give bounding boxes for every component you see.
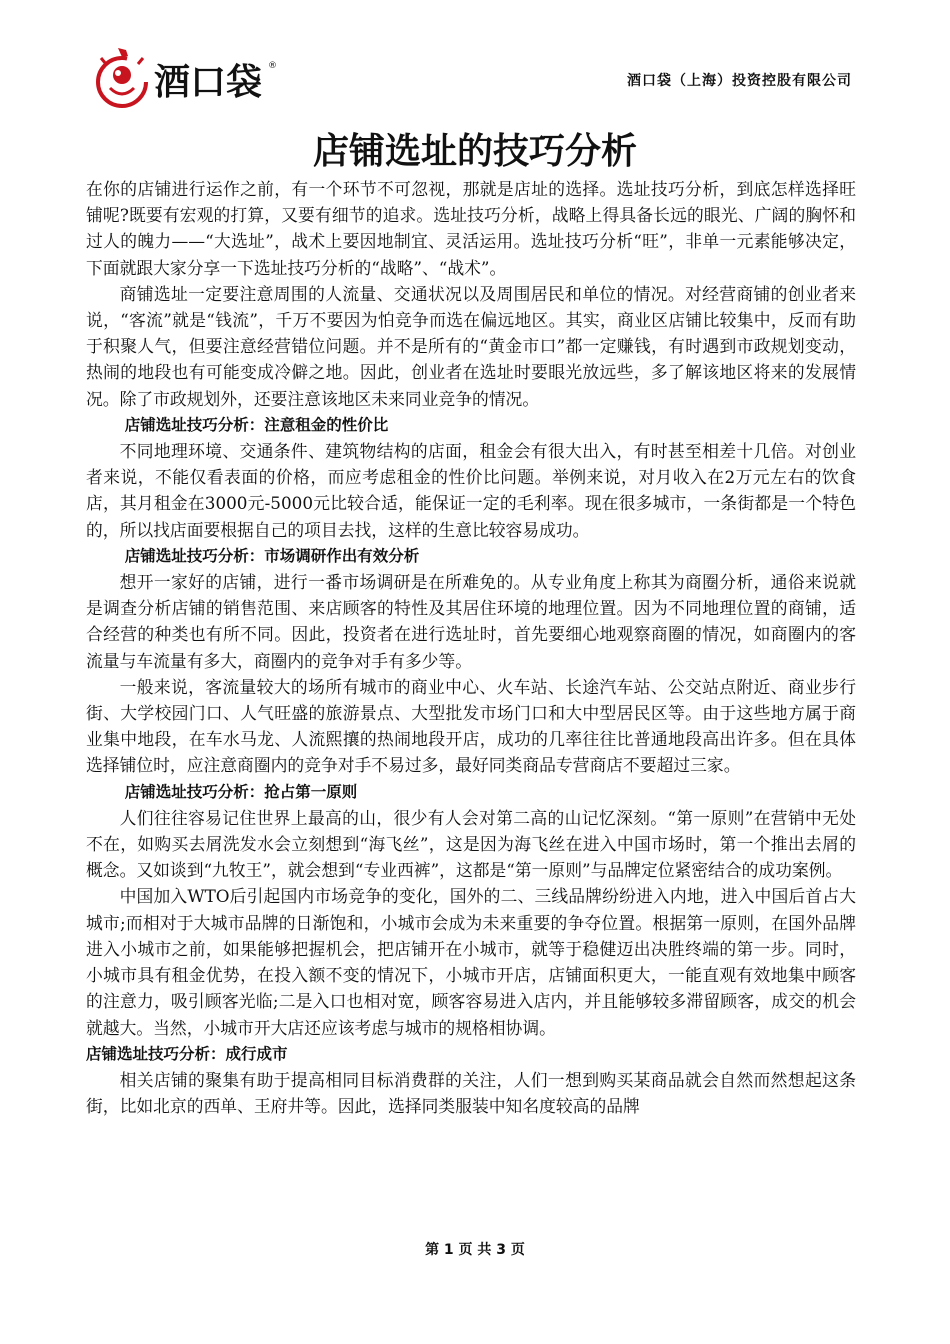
section-heading: 店铺选址技巧分析：注意租金的性价比 <box>124 415 389 434</box>
logo-text: 酒口袋 <box>154 61 263 103</box>
body-paragraph: 不同地理环境、交通条件、建筑物结构的店面，租金会有很大出入，有时甚至相差十几倍。对创业者来说，不能仅看表面的价格，而应考虑租金的性价比问题。举例来说，对月收入在2万元左右的饮食店，其月租金在3000元-5000元比较合适，能保证一定的毛利率。现在很多城市，一条街都是一个特色的，所以找店面要根据自己的项目去找，这样的生意比较容易成功。 <box>86 441 856 540</box>
body-paragraph: 想开一家好的店铺，进行一番市场调研是在所难免的。从专业角度上称其为商圈分析，通俗来说就是调查分析店铺的销售范围、来店顾客的特性及其居住环境的地理位置。因为不同地理位置的商铺，适合经营的种类也有所不同。因此，投资者在进行选址时，首先要细心地观察商圈的情况，如商圈内的客流量与车流量有多大，商圈内的竞争对手有多少等。 <box>86 572 856 671</box>
body-paragraph: 中国加入WTO后引起国内市场竞争的变化，国外的二、三线品牌纷纷进入内地，进入中国后首占大城市;而相对于大城市品牌的日渐饱和，小城市会成为未来重要的争夺位置。根据第一原则，在国外品牌进入小城市之前，如果能够把握机会，把店铺开在小城市，就等于稳健迈出决胜终端的第一步。同时，小城市具有租金优势，在投入额不变的情况下，小城市开店，店铺面积更大，一能直观有效地集中顾客的注意力，吸引顾客光临;二是入口也相对宽，顾客容易进入店内，并且能够较多滞留顾客，成交的机会就越大。当然，小城市开大店还应该考虑与城市的规格相协调。 <box>86 886 856 1038</box>
registered-mark: ® <box>268 61 277 71</box>
page-title: 店铺选址的技巧分析 <box>312 131 637 172</box>
section-heading: 店铺选址技巧分析：市场调研作出有效分析 <box>124 546 420 565</box>
article-body <box>86 176 856 1119</box>
body-paragraph: 在你的店铺进行运作之前，有一个环节不可忽视，那就是店址的选择。选址技巧分析，到底怎样选择旺铺呢?既要有宏观的打算，又要有细节的追求。选址技巧分析，战略上得具备长远的眼光、广阔的胸怀和过人的魄力——“大选址”，战术上要因地制宜、灵活运用。选址技巧分析“旺”，非单一元素能够决定，下面就跟大家分享一下选址技巧分析的“战略”、“战术”。 <box>86 179 856 278</box>
body-paragraph: 相关店铺的聚集有助于提高相同目标消费群的关注，人们一想到购买某商品就会自然而然想起这条街，比如北京的西单、王府井等。因此，选择同类服装中知名度较高的品牌 <box>86 1069 856 1117</box>
section-heading: 店铺选址技巧分析：抢占第一原则 <box>124 782 358 801</box>
company-logo <box>92 42 292 114</box>
body-paragraph: 商铺选址一定要注意周围的人流量、交通状况以及周围居民和单位的情况。对经营商铺的创业者来说，“客流”就是“钱流”，千万不要因为怕竞争而选在偏远地区。其实，商业区店铺比较集中，反而有助于积聚人气，但要注意经营错位问题。并不是所有的“黄金市口”都一定赚钱，有时遇到市政规划变动，热闹的地段也有可能变成冷僻之地。因此，创业者在选址时要眼光放远些，多了解该地区将来的发展情况。除了市政规划外，还要注意该地区未来同业竞争的情况。 <box>86 283 856 409</box>
company-name: 酒口袋（上海）投资控股有限公司 <box>627 73 852 89</box>
wine-pouch-logo-icon <box>92 42 292 114</box>
body-paragraph: 人们往往容易记住世界上最高的山，很少有人会对第二高的山记忆深刻。“第一原则”在营销中无处不在，如购买去屑洗发水会立刻想到“海飞丝”，这是因为海飞丝在进入中国市场时，第一个推出去屑的概念。又如谈到“九牧王”，就会想到“专业西裤”，这都是“第一原则”与品牌定位紧密结合的成功案例。 <box>86 807 856 881</box>
page-footer: 第 1 页 共 3 页 <box>425 1242 525 1258</box>
body-paragraph: 一般来说，客流量较大的场所有城市的商业中心、火车站、长途汽车站、公交站点附近、商业步行街、大学校园门口、人气旺盛的旅游景点、大型批发市场门口和大中型居民区等。由于这些地方属于商业集中地段，在车水马龙、人流熙攘的热闹地段开店，成功的几率往往比普通地段高出许多。但在具体选择铺位时，应注意商圈内的竞争对手不易过多，最好同类商品专营商店不要超过三家。 <box>86 676 856 776</box>
section-heading: 店铺选址技巧分析：成行成市 <box>86 1044 288 1063</box>
